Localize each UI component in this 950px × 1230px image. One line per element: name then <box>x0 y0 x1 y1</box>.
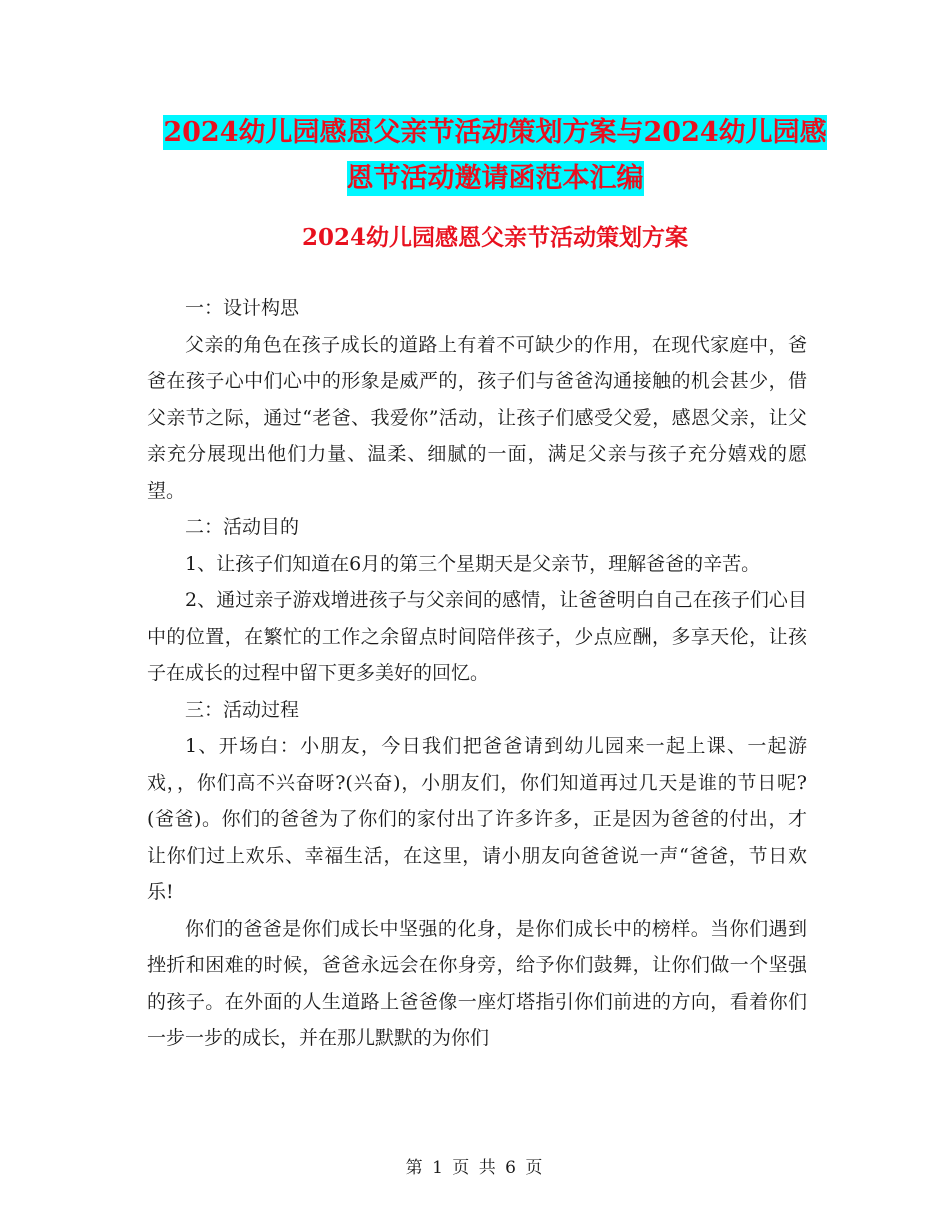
heading-design-concept: 一：设计构思 <box>185 297 300 319</box>
section-title: 2024幼儿园感恩父亲节活动策划方案 <box>301 224 688 251</box>
paragraph: 父亲的角色在孩子成长的道路上有着不可缺少的作用，在现代家庭中，爸爸在孩子心中们心中的形象是威严的，孩子们与爸爸沟通接触的机会甚少，借父亲节之际，通过“老爸、我爱你”活动，让孩子们感受父爱，感恩父亲，让父亲充分展现出他们力量、温柔、细腻的一面，满足父亲与孩子充分嬉戏的愿望。 <box>147 333 807 502</box>
page-footer: 第 1 页 共 6 页 <box>405 1158 545 1178</box>
heading-activity-goal: 二：活动目的 <box>185 516 300 538</box>
heading-activity-process: 三：活动过程 <box>185 698 300 721</box>
paragraph: 你们的爸爸是你们成长中坚强的化身，是你们成长中的榜样。当你们遇到挫折和困难的时候，爸爸永远会在你身旁，给予你们鼓舞，让你们做一个坚强的孩子。在外面的人生道路上爸爸像一座灯塔指引你们前进的方向，看着你们一步一步的成长，并在那儿默默的为你们 <box>147 917 807 1049</box>
document-title <box>150 110 840 202</box>
paragraph: 2、通过亲子游戏增进孩子与父亲间的感情，让爸爸明白自己在孩子们心目中的位置，在繁忙的工作之余留点时间陪伴孩子，少点应酬，多享天伦，让孩子在成长的过程中留下更多美好的回忆。 <box>147 589 807 684</box>
document-body <box>147 290 807 1057</box>
paragraph: 1、开场白：小朋友，今日我们把爸爸请到幼儿园来一起上课、一起游戏，，你们高不兴奋呀?(兴奋)，小朋友们，你们知道再过几天是谁的节日呢?(爸爸)。你们的爸爸为了你们的家付出了许多许多，正是因为爸爸的付出，才让你们过上欢乐、幸福生活，在这里，请小朋友向爸爸说一声“爸爸，节日欢乐! <box>147 735 807 903</box>
paragraph: 1、让孩子们知道在6月的第三个星期天是父亲节，理解爸爸的辛苦。 <box>185 552 761 575</box>
title-line-1: 2024幼儿园感恩父亲节活动策划方案与2024幼儿园感 <box>163 117 827 148</box>
title-line-2: 恩节活动邀请函范本汇编 <box>346 163 644 194</box>
